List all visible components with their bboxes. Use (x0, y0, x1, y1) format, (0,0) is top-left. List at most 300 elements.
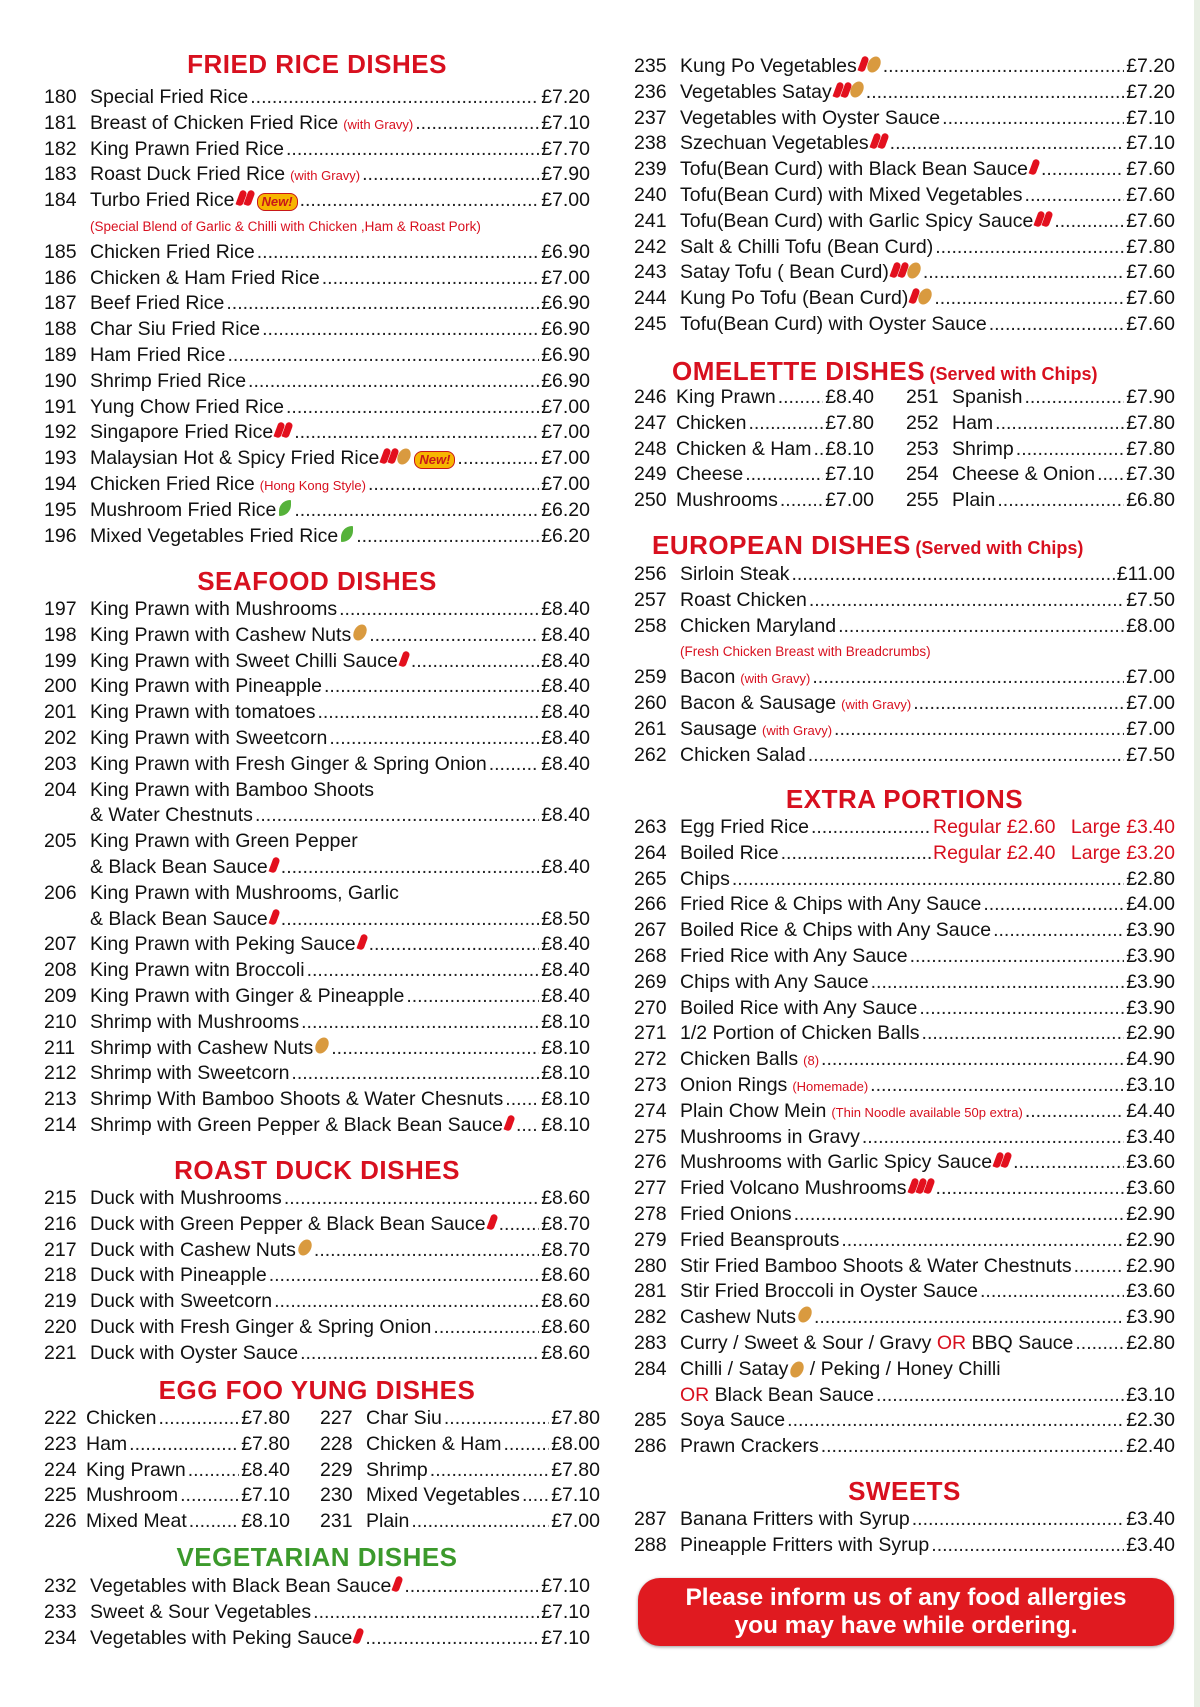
dot-leader (331, 1036, 539, 1062)
dot-leader (813, 437, 823, 463)
item-number: 200 (44, 675, 77, 698)
item-name: Fried Beansprouts (680, 1228, 840, 1251)
menu-item-row (634, 437, 874, 463)
item-name: King Prawn (676, 386, 776, 408)
item-price: £7.80 (241, 1432, 290, 1455)
item-price: £6.20 (541, 524, 590, 547)
menu-item-row (44, 1406, 290, 1432)
item-price: £8.40 (541, 804, 590, 827)
item-price: £7.00 (1126, 717, 1175, 740)
item-number: 236 (634, 80, 667, 103)
menu-item-row (320, 1483, 600, 1509)
dot-leader (1097, 462, 1124, 488)
item-price: £7.80 (1126, 437, 1175, 460)
dot-leader (255, 803, 539, 829)
item-name: Spanish (952, 386, 1023, 408)
item-name: Shrimp with Cashew Nuts (90, 1036, 314, 1059)
item-name-line-2 (680, 1383, 874, 1409)
item-price: £7.00 (541, 447, 590, 470)
item-number: 266 (634, 893, 667, 916)
dish-icons (791, 1361, 804, 1378)
item-number: 259 (634, 666, 667, 689)
item-price: £6.90 (541, 240, 590, 263)
item-price: £7.30 (1126, 463, 1175, 486)
item-number: 221 (44, 1341, 77, 1364)
dot-leader (791, 562, 1114, 588)
item-price: £7.20 (1126, 55, 1175, 77)
sweets-title: SWEETS (848, 1476, 961, 1506)
item-price: £8.10 (241, 1510, 290, 1533)
item-number: 223 (44, 1432, 77, 1455)
menu-item-row (634, 1047, 1175, 1073)
item-price: £3.40 (1126, 1508, 1175, 1530)
dot-leader (457, 446, 539, 472)
item-number: 215 (44, 1187, 77, 1209)
menu-item-row (634, 80, 1175, 106)
item-number: 224 (44, 1458, 77, 1481)
item-price: £2.80 (1126, 1331, 1175, 1354)
menu-item-row (634, 944, 1175, 970)
item-note: (8) (803, 1053, 820, 1069)
menu-item-row (906, 437, 1175, 463)
item-name-part: Chilli / Satay (680, 1357, 789, 1380)
item-number: 191 (44, 395, 77, 418)
item-name: Chicken (676, 411, 747, 434)
item-price: £8.10 (541, 1088, 590, 1111)
menu-item-row (44, 700, 590, 726)
item-price: £8.40 (541, 598, 590, 620)
item-price: £7.90 (1126, 386, 1175, 408)
item-name: Vegetables with Oyster Sauce (680, 106, 941, 129)
menu-item-row (634, 1331, 1175, 1357)
menu-item-row (906, 488, 1175, 514)
menu-item-row (44, 420, 590, 446)
extra-portions-section (634, 785, 1175, 813)
item-price: £8.10 (825, 437, 874, 460)
item-number: 264 (634, 841, 667, 864)
item-price: £8.10 (541, 1113, 590, 1136)
dot-leader (406, 984, 539, 1010)
item-name: Mixed Meat (86, 1510, 187, 1533)
item-number: 211 (44, 1036, 76, 1059)
item-price: £8.70 (541, 1238, 590, 1261)
item-name: Duck with Green Pepper & Black Bean Sauce (90, 1212, 486, 1235)
dot-leader (1024, 385, 1124, 411)
dot-leader (226, 291, 539, 317)
item-number: 257 (634, 588, 667, 611)
item-price: £8.40 (541, 933, 590, 956)
menu-item-row (44, 1483, 290, 1509)
sweets-section (634, 1477, 1175, 1505)
menu-item-row (44, 597, 590, 623)
item-number: 273 (634, 1073, 667, 1096)
menu-item-row (44, 1574, 590, 1600)
roast-duck-section (44, 1156, 590, 1184)
menu-item-row (44, 1458, 290, 1484)
dot-leader (942, 106, 1124, 132)
menu-item-row (634, 286, 1175, 312)
item-note: (with Gravy) (343, 116, 414, 132)
item-number: 286 (634, 1435, 667, 1458)
dot-leader (356, 524, 539, 550)
dot-leader (923, 260, 1124, 286)
dot-leader (876, 1383, 1124, 1409)
dish-icons (271, 909, 279, 925)
item-number: 240 (634, 183, 667, 206)
menu-item-row (44, 369, 590, 395)
item-number: 245 (634, 312, 667, 335)
menu-item-row (44, 623, 590, 649)
item-number: 213 (44, 1088, 77, 1111)
menu-item-row (634, 260, 1175, 286)
dot-leader (274, 1289, 539, 1315)
dish-icons (359, 934, 367, 950)
item-number: 214 (44, 1113, 77, 1136)
dot-leader (362, 162, 539, 188)
item-price: £7.10 (541, 111, 590, 134)
item-name: King Prawn Fried Rice (90, 137, 284, 160)
item-price: £2.30 (1126, 1409, 1175, 1432)
dot-leader (883, 54, 1124, 80)
item-name: Mushroom Fried Rice (90, 498, 277, 521)
item-number: 185 (44, 240, 77, 263)
item-price: £8.40 (541, 959, 590, 982)
menu-item-row (634, 209, 1175, 235)
extra-portions-list (634, 815, 1175, 1460)
item-name: Fried Onions (680, 1202, 792, 1225)
dot-leader (890, 131, 1125, 157)
item-price: £8.10 (541, 1062, 590, 1085)
dot-leader (1025, 1099, 1124, 1125)
dot-leader (129, 1432, 239, 1458)
item-number: 282 (634, 1306, 667, 1329)
item-note: (Homemade) (792, 1078, 869, 1094)
item-name: Roast Duck Fried Rice (90, 163, 286, 186)
dot-leader (812, 665, 1124, 691)
item-name: Szechuan Vegetables (680, 132, 869, 155)
item-name: Stir Fried Broccoli in Oyster Sauce (680, 1280, 979, 1303)
item-name: Mushrooms in Gravy (680, 1125, 860, 1148)
item-number: 263 (634, 816, 667, 838)
item-number: 276 (634, 1151, 667, 1174)
dot-leader (227, 343, 539, 369)
menu-item-row (634, 1533, 1175, 1559)
item-price: £3.60 (1126, 1151, 1175, 1174)
dot-leader (516, 1113, 539, 1139)
menu-item-row (634, 815, 1175, 841)
dish-icons (299, 1239, 312, 1256)
dot-leader (814, 1305, 1124, 1331)
menu-item-row (634, 1176, 1175, 1202)
item-price: £3.90 (1126, 996, 1175, 1019)
menu-item-row (634, 385, 874, 411)
dot-leader (313, 1600, 539, 1626)
item-number: 207 (44, 933, 77, 956)
menu-item-row (634, 54, 1175, 80)
menu-item-row (634, 970, 1175, 996)
chilli-icon (486, 1213, 498, 1230)
item-price: £7.00 (551, 1510, 600, 1533)
item-price: £3.90 (1126, 944, 1175, 967)
item-price: £7.80 (551, 1407, 600, 1429)
item-number: 242 (634, 235, 667, 258)
dot-leader (339, 597, 539, 623)
item-name: Mushrooms with Garlic Spicy Sauce (680, 1151, 993, 1174)
dot-leader (505, 1087, 539, 1113)
item-name: Pineapple Fritters with Syrup (680, 1533, 930, 1556)
item-number: 186 (44, 266, 77, 289)
menu-item-row (634, 1254, 1175, 1280)
item-name: Singapore Fried Rice (90, 421, 274, 444)
menu-item-row (44, 1113, 590, 1139)
item-number: 278 (634, 1202, 667, 1225)
sweets-list (634, 1507, 1175, 1559)
dish-icons (382, 448, 411, 465)
menu-item-row (320, 1432, 600, 1458)
item-price: £8.60 (541, 1187, 590, 1209)
dot-leader (433, 1315, 539, 1341)
item-name: King Prawn with Cashew Nuts (90, 623, 352, 646)
menu-item-row (44, 472, 590, 498)
item-price: £8.40 (825, 386, 874, 408)
item-number: 253 (906, 437, 939, 460)
item-name: Boiled Rice & Chips with Any Sauce (680, 919, 992, 942)
dot-leader (910, 944, 1125, 970)
item-number: 261 (634, 717, 667, 740)
item-note: (with Gravy) (761, 722, 833, 738)
item-number: 287 (634, 1508, 667, 1530)
omelette-title: OMELETTE DISHES (672, 356, 926, 386)
dish-icons (341, 526, 354, 542)
item-number: 210 (44, 1010, 77, 1033)
vegetarian-continued-list (634, 54, 1175, 338)
or-label: OR (936, 1331, 967, 1354)
seafood-section (44, 567, 590, 595)
dot-leader (913, 691, 1124, 717)
dish-icons (860, 56, 881, 73)
european-subtitle: (Served with Chips) (915, 538, 1084, 558)
chilli-icon (268, 908, 280, 925)
item-name: Cashew Nuts (680, 1306, 796, 1329)
vegetarian-section (44, 1543, 590, 1571)
item-price: £7.20 (1126, 80, 1175, 103)
dot-leader (300, 1341, 539, 1367)
nut-icon (313, 1035, 332, 1056)
dot-leader (329, 726, 539, 752)
item-number: 199 (44, 649, 77, 672)
item-price: £7.10 (241, 1484, 290, 1507)
item-number: 238 (634, 132, 667, 155)
menu-item-row (44, 726, 590, 752)
item-number: 244 (634, 287, 667, 310)
item-price: £8.60 (541, 1264, 590, 1287)
menu-item-row (634, 1099, 1175, 1125)
menu-item-row (906, 411, 1175, 437)
item-price: £7.10 (1126, 106, 1175, 129)
item-number: 239 (634, 158, 667, 181)
menu-item-row (44, 395, 590, 421)
item-number: 251 (906, 386, 939, 408)
page-edge-strip (1194, 0, 1200, 1707)
dot-leader (430, 1458, 549, 1484)
item-name: Chips with Any Sauce (680, 970, 869, 993)
item-name: Ham (952, 411, 994, 434)
item-price: £6.90 (541, 369, 590, 392)
item-name: Duck with Mushrooms (90, 1187, 282, 1209)
dish-icons (316, 1037, 329, 1054)
dish-icons (892, 262, 921, 279)
dot-leader (997, 488, 1124, 514)
item-price: £3.10 (1126, 1383, 1175, 1406)
menu-item-row (634, 1434, 1175, 1460)
menu-item-row (44, 881, 590, 907)
item-number: 281 (634, 1280, 667, 1303)
menu-item-row (906, 385, 1175, 411)
chilli-icon (503, 1114, 515, 1131)
item-number: 262 (634, 743, 667, 766)
item-number: 225 (44, 1484, 77, 1507)
item-price: £6.90 (541, 318, 590, 341)
item-price: £7.60 (1126, 287, 1175, 310)
item-number: 267 (634, 919, 667, 942)
item-number: 268 (634, 944, 667, 967)
item-number: 180 (44, 86, 77, 108)
item-price: £8.60 (541, 1315, 590, 1338)
item-price: £4.40 (1126, 1099, 1175, 1122)
menu-item-row (44, 674, 590, 700)
dot-leader (489, 752, 540, 778)
chilli-icon (268, 856, 280, 873)
dot-leader (871, 970, 1125, 996)
item-name: King Prawn with Peking Sauce (90, 933, 356, 956)
menu-item-row (634, 462, 874, 488)
menu-item-row (44, 188, 590, 214)
item-number: 216 (44, 1212, 77, 1235)
item-number: 181 (44, 111, 77, 134)
item-price: £8.10 (541, 1010, 590, 1033)
item-name: Chicken Fried Rice (90, 472, 255, 495)
dish-icons (872, 133, 888, 149)
item-price: £3.40 (1126, 1125, 1175, 1148)
item-price: £7.60 (1126, 209, 1175, 232)
menu-item-row (44, 162, 590, 188)
item-name: Plain Chow Mein (680, 1099, 827, 1122)
menu-item-row (44, 752, 590, 778)
dot-leader (180, 1483, 239, 1509)
item-price: £7.50 (1126, 743, 1175, 766)
item-note: (Thin Noodle available 50p extra) (831, 1104, 1023, 1120)
item-price: £7.00 (1126, 691, 1175, 714)
item-number: 228 (320, 1432, 353, 1455)
item-price: £8.00 (1126, 614, 1175, 637)
dot-leader (866, 80, 1124, 106)
menu-item-row (634, 235, 1175, 261)
item-name: Duck with Pineapple (90, 1264, 267, 1287)
item-price: £7.80 (825, 411, 874, 434)
item-number: 219 (44, 1290, 77, 1313)
menu-item-row (634, 157, 1175, 183)
item-number: 260 (634, 691, 667, 714)
menu-item-row (634, 1279, 1175, 1305)
item-price: £8.40 (541, 726, 590, 749)
item-number: 231 (320, 1510, 353, 1533)
menu-item-row (634, 588, 1175, 614)
item-name (680, 1331, 1073, 1357)
item-number: 212 (44, 1062, 77, 1085)
dot-leader (811, 815, 931, 841)
extra-portions-title: EXTRA PORTIONS (785, 784, 1024, 814)
dot-leader (993, 918, 1124, 944)
menu-item-row (44, 778, 590, 804)
item-name: Egg Fried Rice (680, 816, 809, 838)
item-number: 201 (44, 701, 77, 724)
dish-icons (271, 857, 279, 873)
item-name: Boiled Rice with Any Sauce (680, 996, 918, 1019)
item-number: 218 (44, 1264, 77, 1287)
item-number: 272 (634, 1048, 667, 1071)
dish-icons (276, 422, 292, 438)
dot-leader (931, 1533, 1124, 1559)
item-price: £7.00 (541, 472, 590, 495)
item-number: 279 (634, 1228, 667, 1251)
dish-icons (799, 1306, 812, 1323)
dot-leader (189, 1509, 239, 1535)
item-name: Char Siu Fried Rice (90, 318, 261, 341)
item-name: Vegetables Satay (680, 80, 832, 103)
item-name: Ham (86, 1432, 128, 1455)
egg-foo-yung-title: EGG FOO YUNG DISHES (158, 1375, 476, 1405)
item-note: (with Gravy) (740, 671, 811, 687)
menu-item-row (634, 665, 1175, 691)
item-price: £6.80 (1126, 489, 1175, 512)
dot-leader (324, 674, 539, 700)
dot-leader (934, 286, 1124, 312)
menu-item-row (634, 717, 1175, 743)
menu-item-row (634, 411, 874, 437)
dot-leader (369, 623, 539, 649)
item-name: King Prawn with Sweetcorn (90, 726, 328, 749)
item-number: 274 (634, 1099, 667, 1122)
menu-item-row (44, 1010, 590, 1036)
dish-icons (354, 624, 367, 641)
item-name-part: / Peking / Honey Chilli (804, 1357, 1001, 1380)
dot-leader (1013, 1150, 1124, 1176)
item-price: £3.90 (1126, 1306, 1175, 1329)
dot-leader (732, 867, 1124, 893)
item-name: Mushrooms (676, 489, 778, 512)
menu-item-row (634, 1125, 1175, 1151)
item-name: Banana Fritters with Syrup (680, 1508, 910, 1530)
item-name: King Prawn with Ginger & Pineapple (90, 984, 405, 1007)
item-price: £2.80 (1126, 867, 1175, 890)
dot-leader (499, 1212, 540, 1238)
item-name-line-2: & Black Bean Sauce (90, 855, 268, 878)
item-name: Tofu(Bean Curd) with Black Bean Sauce (680, 158, 1028, 181)
item-number: 277 (634, 1177, 667, 1200)
dot-leader (936, 1176, 1125, 1202)
item-name: King Prawn with tomatoes (90, 701, 316, 724)
chilli-icon (1028, 158, 1040, 175)
nut-icon (295, 1237, 314, 1258)
dot-leader (314, 1238, 539, 1264)
dot-leader (781, 841, 931, 867)
dish-icons (401, 651, 409, 667)
item-price: £7.00 (541, 266, 590, 289)
menu-item-row (44, 1212, 590, 1238)
item-number: 189 (44, 343, 77, 366)
item-number: 192 (44, 421, 77, 444)
menu-item-row (44, 446, 590, 472)
